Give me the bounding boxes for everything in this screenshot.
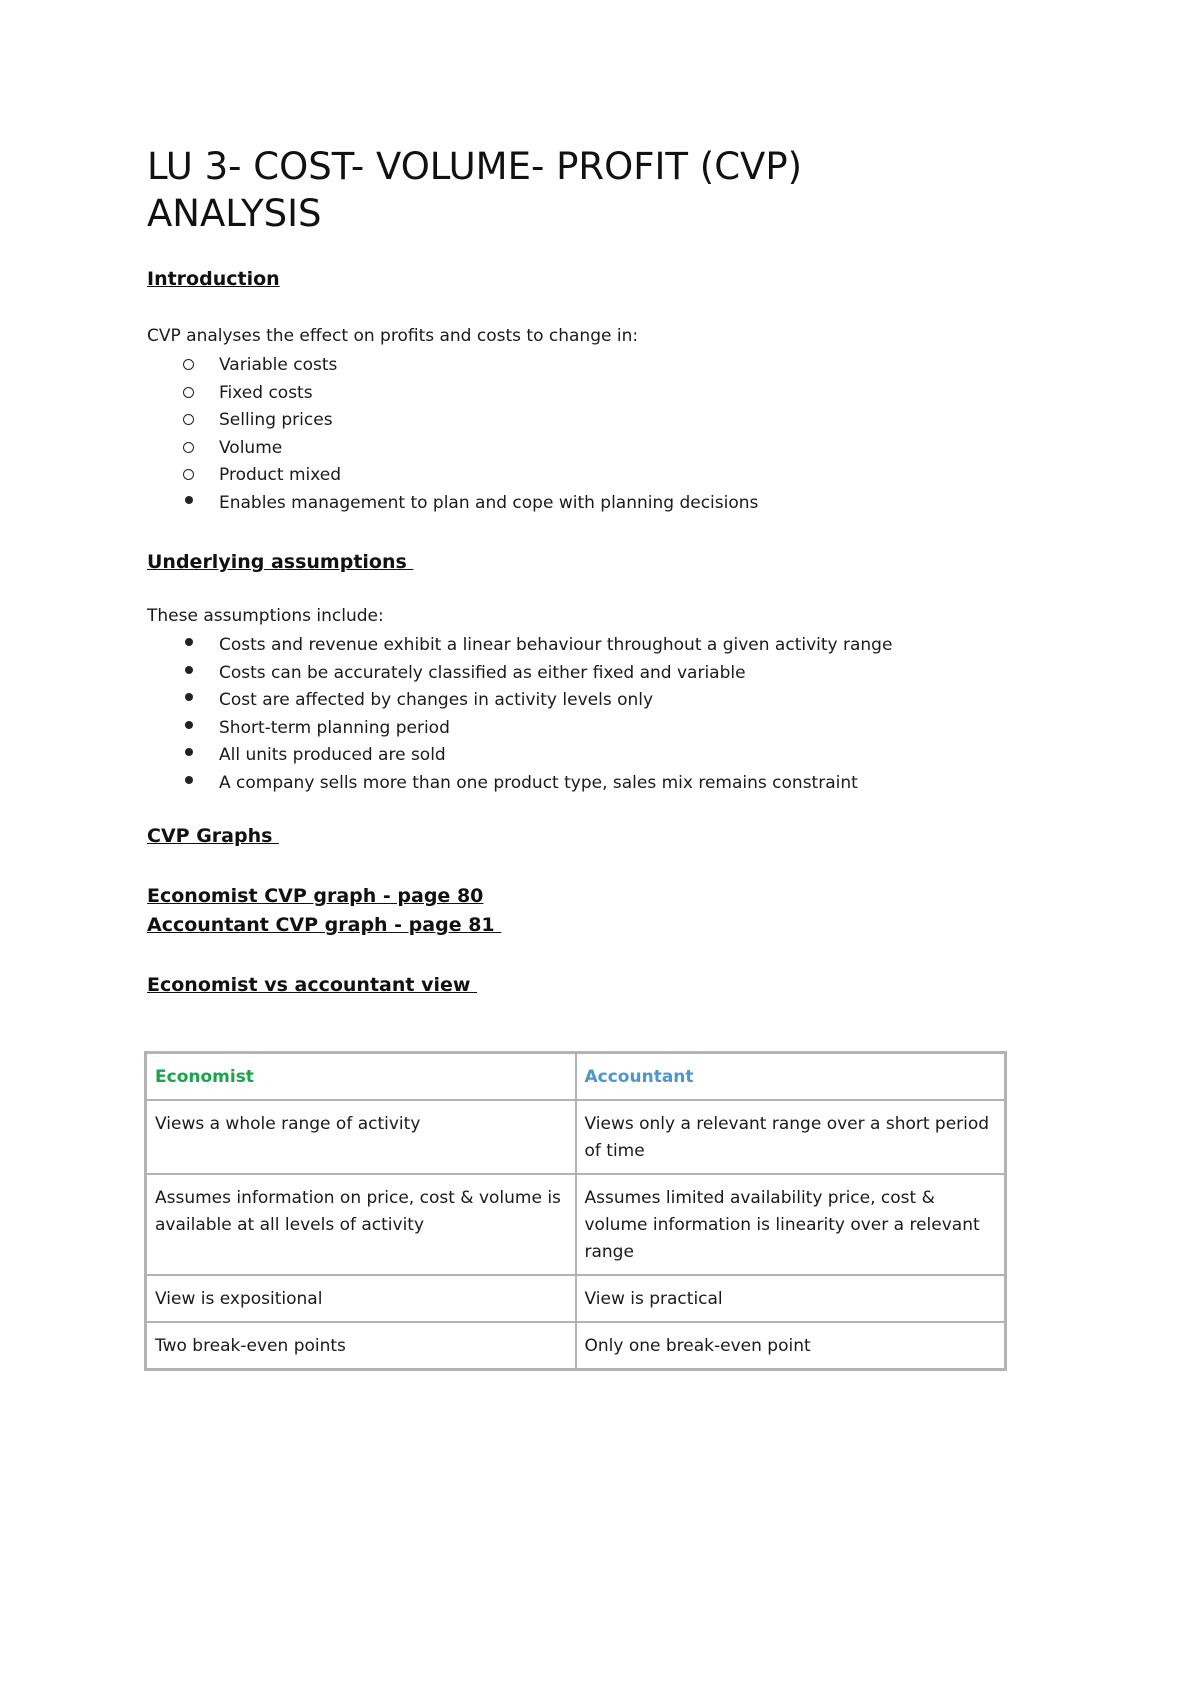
assumptions-text: These assumptions include: (147, 606, 384, 626)
disc-bullet-icon (185, 693, 193, 701)
list-item-text: Costs and revenue exhibit a linear behaviour throughout a given activity range (219, 635, 893, 655)
table-row (146, 1174, 1006, 1275)
hollow-circle-bullet-icon (183, 414, 194, 425)
table-row (146, 1275, 1006, 1322)
table-cell: Assumes limited availability price, cost & volume information is linearity over a relevant range (576, 1174, 1006, 1275)
hollow-circle-bullet-icon (183, 469, 194, 480)
table-cell: View is practical (576, 1275, 1006, 1322)
introduction-list (147, 353, 758, 519)
table-cell: Assumes information on price, cost & volume is available at all levels of activity (146, 1174, 576, 1275)
hollow-circle-bullet-icon (183, 442, 194, 453)
cvp-graphs-heading: CVP Graphs (147, 825, 280, 847)
table-cell: Views only a relevant range over a short period of time (576, 1100, 1006, 1174)
list-item (147, 743, 892, 771)
list-item (147, 688, 892, 716)
table-cell: Two break-even points (146, 1322, 576, 1370)
table-row (146, 1322, 1006, 1370)
accountant-column-header: Accountant (576, 1053, 1006, 1101)
list-item (147, 633, 892, 661)
disc-bullet-icon (185, 638, 193, 646)
list-item (147, 716, 892, 744)
list-item-text: Selling prices (219, 410, 333, 431)
disc-bullet-icon (185, 776, 193, 784)
list-item-text: Cost are affected by changes in activity levels only (219, 690, 654, 711)
table-cell: View is expositional (146, 1275, 576, 1322)
list-item-text: Fixed costs (219, 382, 313, 403)
introduction-heading: Introduction (147, 268, 280, 290)
hollow-circle-bullet-icon (183, 387, 194, 398)
assumptions-heading: Underlying assumptions (147, 551, 414, 573)
list-item (147, 771, 892, 799)
hollow-circle-bullet-icon (183, 359, 194, 370)
list-item (147, 353, 758, 381)
table-cell: Views a whole range of activity (146, 1100, 576, 1174)
list-item (147, 661, 892, 689)
list-item-text: Volume (219, 437, 283, 458)
table-header-row (146, 1053, 1006, 1101)
list-item (147, 491, 758, 519)
table-row (146, 1100, 1006, 1174)
comparison-table (144, 1051, 1007, 1371)
disc-bullet-icon (185, 721, 193, 729)
comparison-heading: Economist vs accountant view (147, 974, 478, 996)
list-item-text: Product mixed (219, 465, 342, 486)
economist-graph-reference: Economist CVP graph - page 80 (147, 885, 484, 907)
list-item-text: Short-term planning period (219, 717, 450, 738)
list-item-text: Variable costs (219, 355, 338, 375)
list-item (147, 381, 758, 409)
page-title: LU 3- COST- VOLUME- PROFIT (CVP) ANALYSIS (147, 145, 803, 235)
disc-bullet-icon (185, 748, 193, 756)
introduction-text: CVP analyses the effect on profits and costs to change in: (147, 326, 639, 346)
disc-bullet-icon (185, 666, 193, 674)
list-item-text: A company sells more than one product type, sales mix remains constraint (219, 772, 858, 793)
assumptions-list (147, 633, 892, 799)
list-item (147, 436, 758, 464)
list-item-text: All units produced are sold (219, 745, 446, 766)
list-item (147, 463, 758, 491)
economist-column-header: Economist (146, 1053, 576, 1101)
list-item-text: Costs can be accurately classified as either fixed and variable (219, 662, 746, 683)
disc-bullet-icon (185, 496, 193, 504)
list-item-text: Enables management to plan and cope with planning decisions (219, 492, 759, 513)
table-cell: Only one break-even point (576, 1322, 1006, 1370)
list-item (147, 408, 758, 436)
accountant-graph-reference: Accountant CVP graph - page 81 (147, 914, 502, 936)
